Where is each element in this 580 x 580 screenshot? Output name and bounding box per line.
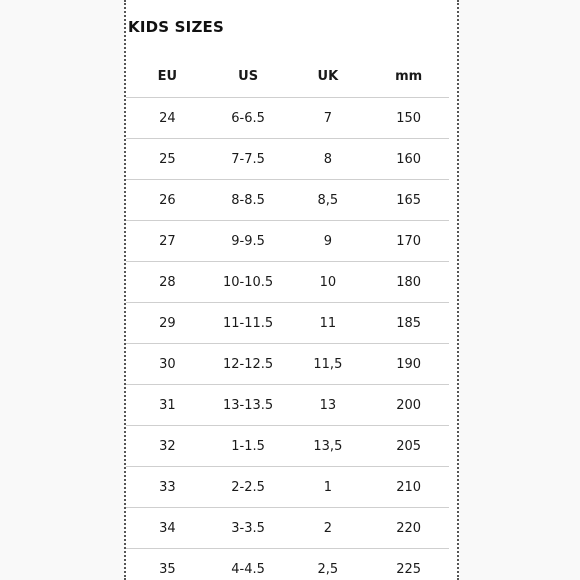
cell-mm: 185 xyxy=(396,315,422,331)
table-row xyxy=(126,262,449,303)
cell-us: 6-6.5 xyxy=(231,110,265,126)
cell-us: 9-9.5 xyxy=(231,233,265,249)
cell-uk: 2,5 xyxy=(317,561,339,577)
cell-us: 4-4.5 xyxy=(231,561,265,577)
cell-uk: 9 xyxy=(323,233,333,249)
cell-uk: 2 xyxy=(323,520,333,536)
cell-mm: 200 xyxy=(396,397,422,413)
cell-us: 8-8.5 xyxy=(231,192,265,208)
table-row xyxy=(126,180,449,221)
table-row xyxy=(126,508,449,549)
left-background xyxy=(0,0,124,580)
cell-uk: 8,5 xyxy=(317,192,339,208)
table-row xyxy=(126,303,449,344)
cell-mm: 225 xyxy=(396,561,422,577)
cell-us: 3-3.5 xyxy=(231,520,265,536)
cell-eu: 29 xyxy=(159,315,176,331)
cell-uk: 13,5 xyxy=(313,438,343,454)
cell-uk: 7 xyxy=(323,110,333,126)
cell-eu: 31 xyxy=(159,397,176,413)
cell-eu: 33 xyxy=(159,479,176,495)
size-table xyxy=(126,56,449,580)
cell-mm: 160 xyxy=(396,151,422,167)
cell-uk: 8 xyxy=(323,151,333,167)
cell-uk: 13 xyxy=(319,397,337,413)
table-row xyxy=(126,385,449,426)
cell-mm: 220 xyxy=(396,520,422,536)
table-row xyxy=(126,467,449,508)
cell-eu: 32 xyxy=(159,438,176,454)
table-row xyxy=(126,221,449,262)
column-header-uk: UK xyxy=(317,69,339,84)
cell-eu: 30 xyxy=(159,356,176,372)
cell-eu: 26 xyxy=(159,192,176,208)
cell-us: 10-10.5 xyxy=(223,274,274,290)
table-row xyxy=(126,426,449,467)
cell-us: 7-7.5 xyxy=(231,151,265,167)
cell-uk: 10 xyxy=(319,274,337,290)
table-row xyxy=(126,98,449,139)
cell-mm: 210 xyxy=(396,479,422,495)
right-dotted-border xyxy=(457,0,459,580)
cell-us: 1-1.5 xyxy=(231,438,265,454)
cell-mm: 180 xyxy=(396,274,422,290)
cell-mm: 170 xyxy=(396,233,422,249)
cell-mm: 150 xyxy=(396,110,422,126)
cell-us: 2-2.5 xyxy=(231,479,265,495)
table-row xyxy=(126,139,449,180)
cell-eu: 35 xyxy=(159,561,176,577)
cell-mm: 165 xyxy=(396,192,422,208)
cell-mm: 190 xyxy=(396,356,422,372)
cell-eu: 34 xyxy=(159,520,176,536)
column-header-us: US xyxy=(238,69,259,84)
cell-us: 13-13.5 xyxy=(223,397,274,413)
table-header-row xyxy=(126,56,449,98)
cell-eu: 28 xyxy=(159,274,176,290)
table-row xyxy=(126,344,449,385)
cell-us: 12-12.5 xyxy=(223,356,274,372)
column-header-mm: mm xyxy=(395,69,423,84)
cell-uk: 11 xyxy=(319,315,337,331)
page-title: KIDS SIZES xyxy=(128,18,224,36)
cell-mm: 205 xyxy=(396,438,422,454)
right-background xyxy=(459,0,580,580)
cell-us: 11-11.5 xyxy=(223,315,274,331)
cell-eu: 25 xyxy=(159,151,176,167)
table-row xyxy=(126,549,449,580)
cell-uk: 11,5 xyxy=(313,356,343,372)
cell-eu: 27 xyxy=(159,233,176,249)
cell-eu: 24 xyxy=(159,110,176,126)
column-header-eu: EU xyxy=(157,69,178,84)
cell-uk: 1 xyxy=(323,479,333,495)
